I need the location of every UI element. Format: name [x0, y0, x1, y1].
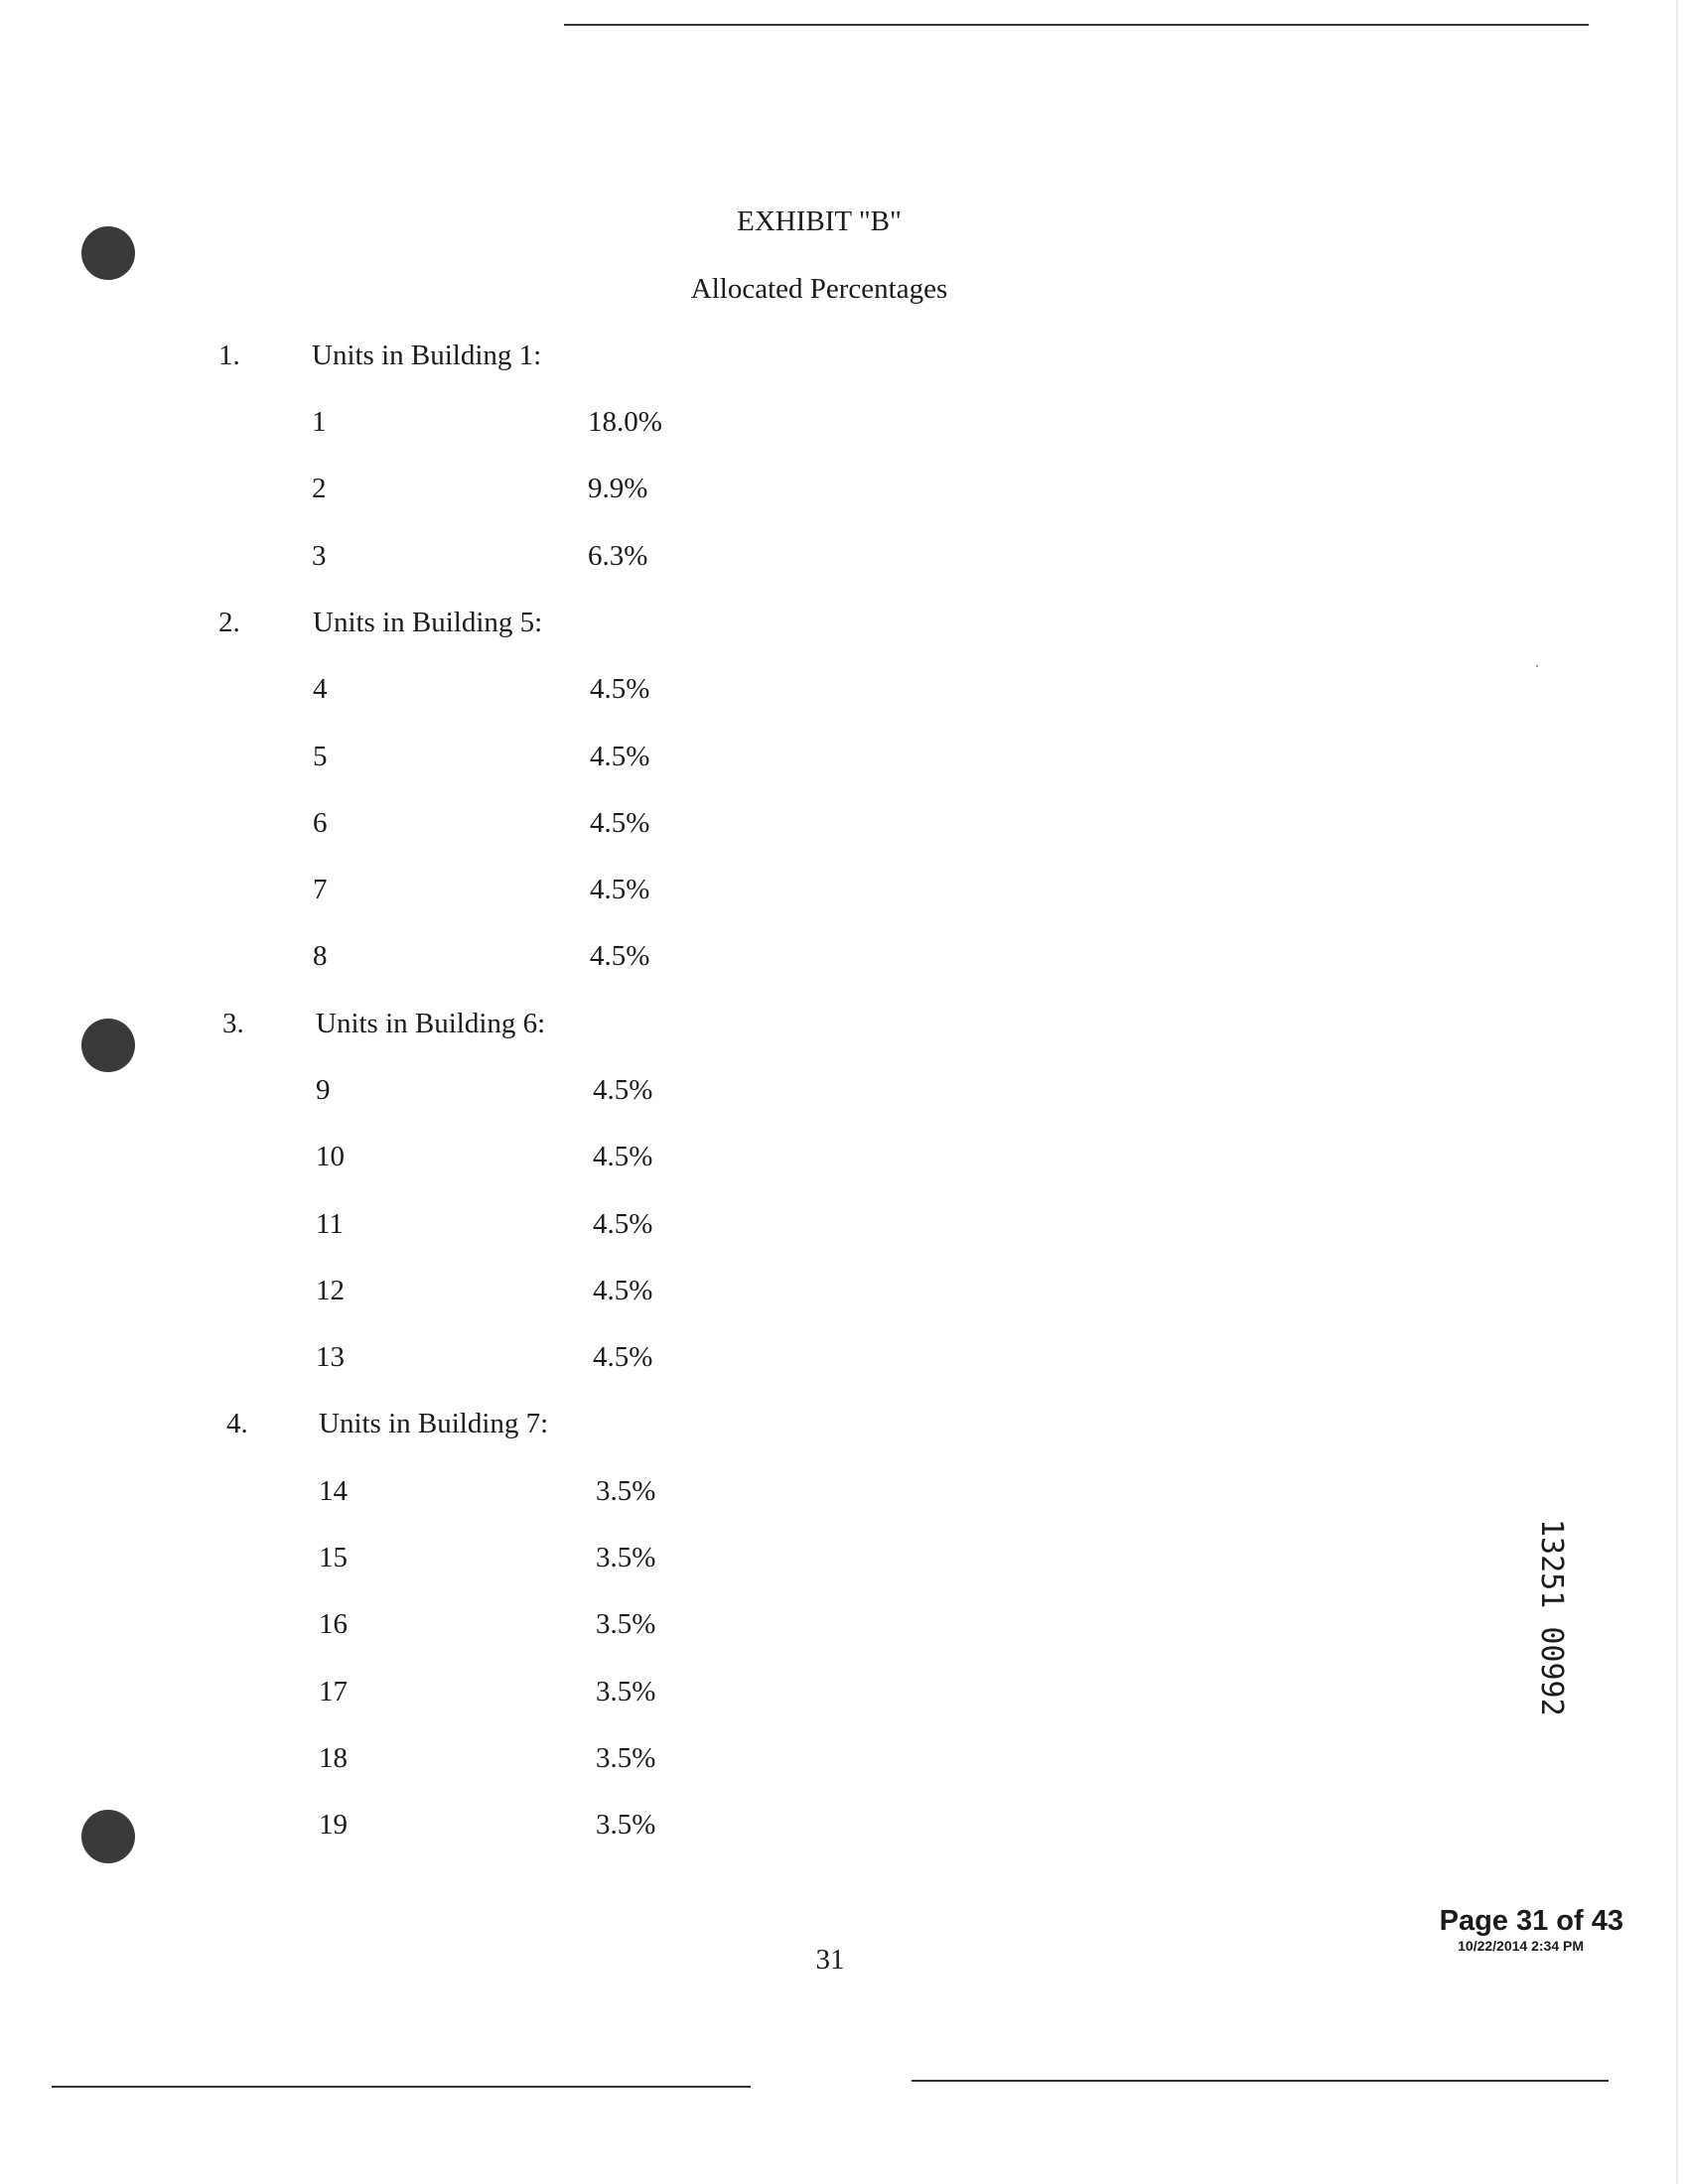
bottom-rule-right	[912, 2080, 1609, 2082]
unit-percentage: 4.5%	[593, 1208, 653, 1240]
unit-number: 16	[319, 1608, 348, 1640]
section-number: 1.	[218, 340, 240, 371]
unit-number: 15	[319, 1542, 348, 1573]
unit-number: 14	[319, 1475, 348, 1507]
unit-percentage: 4.5%	[590, 673, 650, 705]
unit-number: 8	[313, 940, 328, 972]
unit-percentage: 4.5%	[593, 1141, 653, 1172]
timestamp: 10/22/2014 2:34 PM	[1458, 1938, 1584, 1954]
page-of-count: Page 31 of 43	[1439, 1905, 1623, 1937]
unit-number: 13	[316, 1341, 345, 1373]
bottom-rule-left	[52, 2086, 751, 2088]
unit-percentage: 3.5%	[596, 1676, 656, 1707]
unit-number: 5	[313, 741, 328, 772]
unit-percentage: 6.3%	[588, 540, 648, 572]
unit-percentage: 4.5%	[590, 940, 650, 972]
unit-percentage: 3.5%	[596, 1542, 656, 1573]
unit-percentage: 3.5%	[596, 1742, 656, 1774]
unit-percentage: 4.5%	[593, 1074, 653, 1106]
recording-stamp	[1291, 1904, 1623, 1954]
unit-percentage: 4.5%	[590, 807, 650, 839]
unit-percentage: 4.5%	[590, 874, 650, 905]
scan-speck	[1536, 665, 1538, 667]
unit-percentage: 3.5%	[596, 1475, 656, 1507]
unit-number: 11	[316, 1208, 344, 1240]
unit-number: 18	[319, 1742, 348, 1774]
unit-number: 3	[312, 540, 327, 572]
unit-number: 2	[312, 473, 327, 504]
document-id: 13251 00992	[1534, 1519, 1569, 1716]
punch-hole-bottom	[81, 1810, 135, 1863]
section-number: 4.	[226, 1408, 248, 1439]
section-label: Units in Building 1:	[312, 340, 542, 371]
page-subtitle: Allocated Percentages	[690, 273, 948, 305]
unit-percentage: 4.5%	[593, 1341, 653, 1373]
page-edge	[1676, 0, 1678, 2184]
section-number: 2.	[218, 607, 240, 638]
unit-number: 12	[316, 1275, 345, 1306]
unit-number: 4	[313, 673, 328, 705]
section-number: 3.	[222, 1008, 244, 1039]
section-label: Units in Building 7:	[319, 1408, 549, 1439]
unit-number: 19	[319, 1809, 348, 1841]
unit-percentage: 18.0%	[588, 406, 662, 438]
unit-number: 17	[319, 1676, 348, 1707]
page-number: 31	[815, 1944, 845, 1976]
unit-number: 7	[313, 874, 328, 905]
unit-percentage: 4.5%	[593, 1275, 653, 1306]
unit-number: 9	[316, 1074, 331, 1106]
unit-percentage: 4.5%	[590, 741, 650, 772]
exhibit-title: EXHIBIT "B"	[737, 205, 902, 237]
unit-percentage: 3.5%	[596, 1608, 656, 1640]
unit-percentage: 9.9%	[588, 473, 648, 504]
punch-hole-middle	[81, 1019, 135, 1072]
unit-number: 10	[316, 1141, 345, 1172]
unit-percentage: 3.5%	[596, 1809, 656, 1841]
section-label: Units in Building 5:	[313, 607, 543, 638]
top-rule	[564, 24, 1589, 26]
unit-number: 6	[313, 807, 328, 839]
section-label: Units in Building 6:	[316, 1008, 546, 1039]
unit-number: 1	[312, 406, 327, 438]
